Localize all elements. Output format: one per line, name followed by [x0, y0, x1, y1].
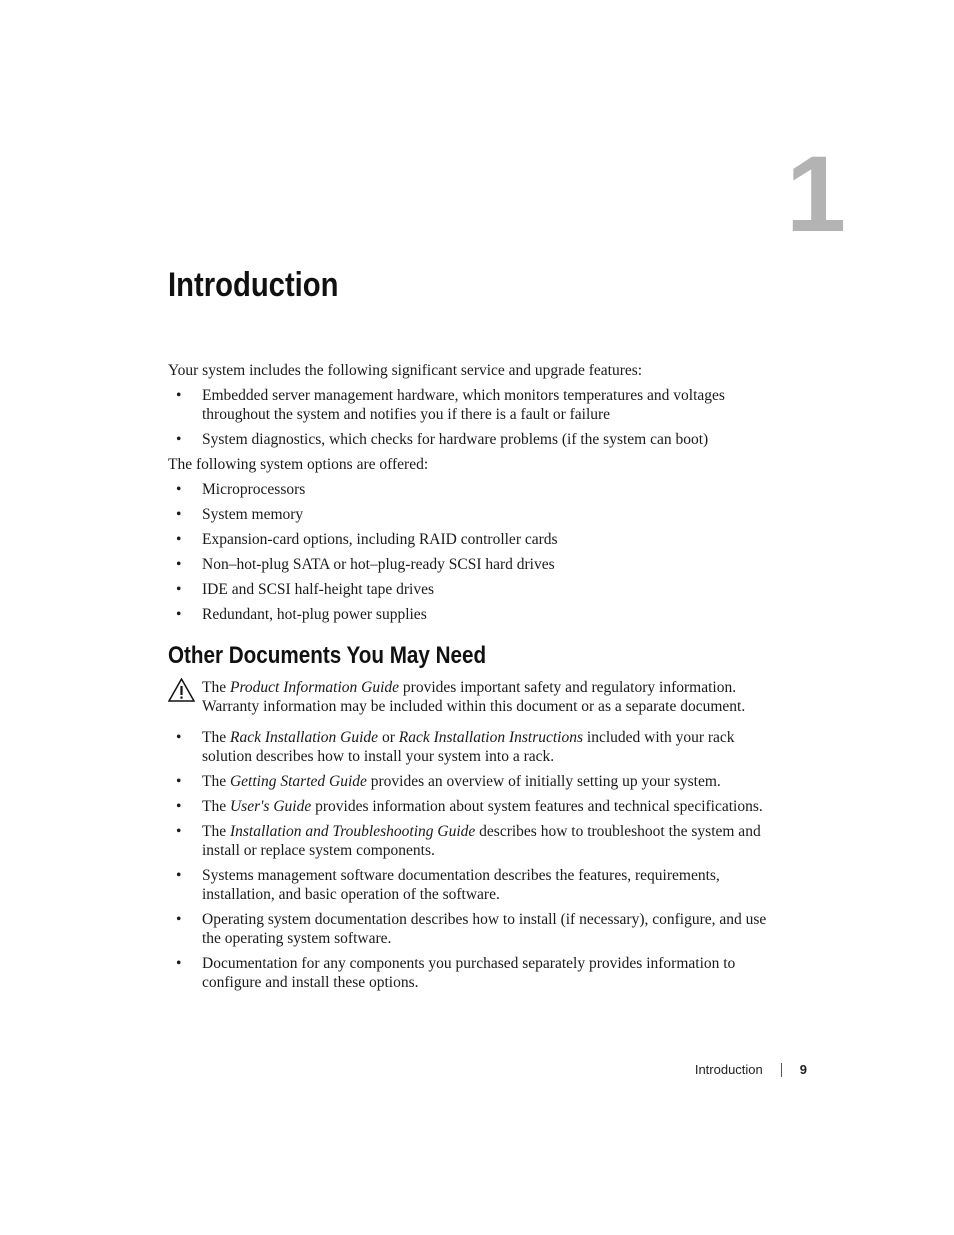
list-item: • IDE and SCSI half-height tape drives	[176, 581, 435, 598]
caution-note	[168, 678, 788, 716]
options-lead: The following system options are offered:	[168, 456, 429, 473]
list-item: • Non–hot-plug SATA or hot–plug-ready SCSI hard drives	[176, 556, 555, 573]
list-item: • Redundant, hot-plug power supplies	[176, 606, 427, 623]
chapter-number: 1	[786, 133, 845, 254]
documents-list	[168, 728, 788, 998]
features-list	[168, 386, 788, 455]
options-list	[168, 480, 788, 630]
bullet-icon: •	[176, 798, 182, 815]
list-item: • Microprocessors	[176, 481, 306, 498]
list-item: • The User's Guide provides information about system features and technical specifications.	[176, 798, 763, 815]
caution-text: The Product Information Guide provides important safety and regulatory information. Warranty information may be included within this document or as a separate document.	[202, 679, 746, 715]
list-item: • The Rack Installation Guide or Rack Installation Instructions included with your rack solution describes how to install your system into a rack.	[176, 729, 735, 765]
bullet-icon: •	[176, 531, 182, 548]
bullet-icon: •	[176, 911, 182, 928]
footer-section: Introduction	[694, 1062, 763, 1077]
list-item: • Documentation for any components you purchased separately provides information to configure and install these options.	[176, 955, 736, 991]
bullet-icon: •	[176, 481, 182, 498]
section-heading: Other Documents You May Need	[168, 642, 487, 669]
list-item: • System memory	[176, 506, 304, 523]
page-number: 9	[799, 1062, 807, 1077]
bullet-icon: •	[176, 506, 182, 523]
list-item: • The Installation and Troubleshooting Guide describes how to troubleshoot the system and install or replace system components.	[176, 823, 761, 859]
features-lead: Your system includes the following significant service and upgrade features:	[168, 362, 643, 379]
bullet-icon: •	[176, 867, 182, 884]
list-item: • Embedded server management hardware, which monitors temperatures and voltages throughout the system and notifies you if there is a fault or failure	[176, 387, 725, 423]
bullet-icon: •	[176, 729, 182, 746]
list-item: • Operating system documentation describes how to install (if necessary), configure, and use the operating system software.	[176, 911, 767, 947]
page-title: Introduction	[168, 266, 339, 304]
bullet-icon: •	[176, 773, 182, 790]
bullet-icon: •	[176, 955, 182, 972]
bullet-icon: •	[176, 606, 182, 623]
footer-divider	[781, 1063, 782, 1077]
list-item: • Systems management software documentation describes the features, requirements, installation, and basic operation of the software.	[176, 867, 720, 903]
list-item: • System diagnostics, which checks for hardware problems (if the system can boot)	[176, 431, 709, 448]
list-item: • Expansion-card options, including RAID controller cards	[176, 531, 558, 548]
list-item: • The Getting Started Guide provides an overview of initially setting up your system.	[176, 773, 721, 790]
bullet-icon: •	[176, 823, 182, 840]
warning-triangle-icon	[168, 678, 195, 702]
bullet-icon: •	[176, 556, 182, 573]
bullet-icon: •	[176, 581, 182, 598]
bullet-icon: •	[176, 431, 182, 448]
bullet-icon: •	[176, 387, 182, 404]
page-footer	[695, 1062, 807, 1077]
